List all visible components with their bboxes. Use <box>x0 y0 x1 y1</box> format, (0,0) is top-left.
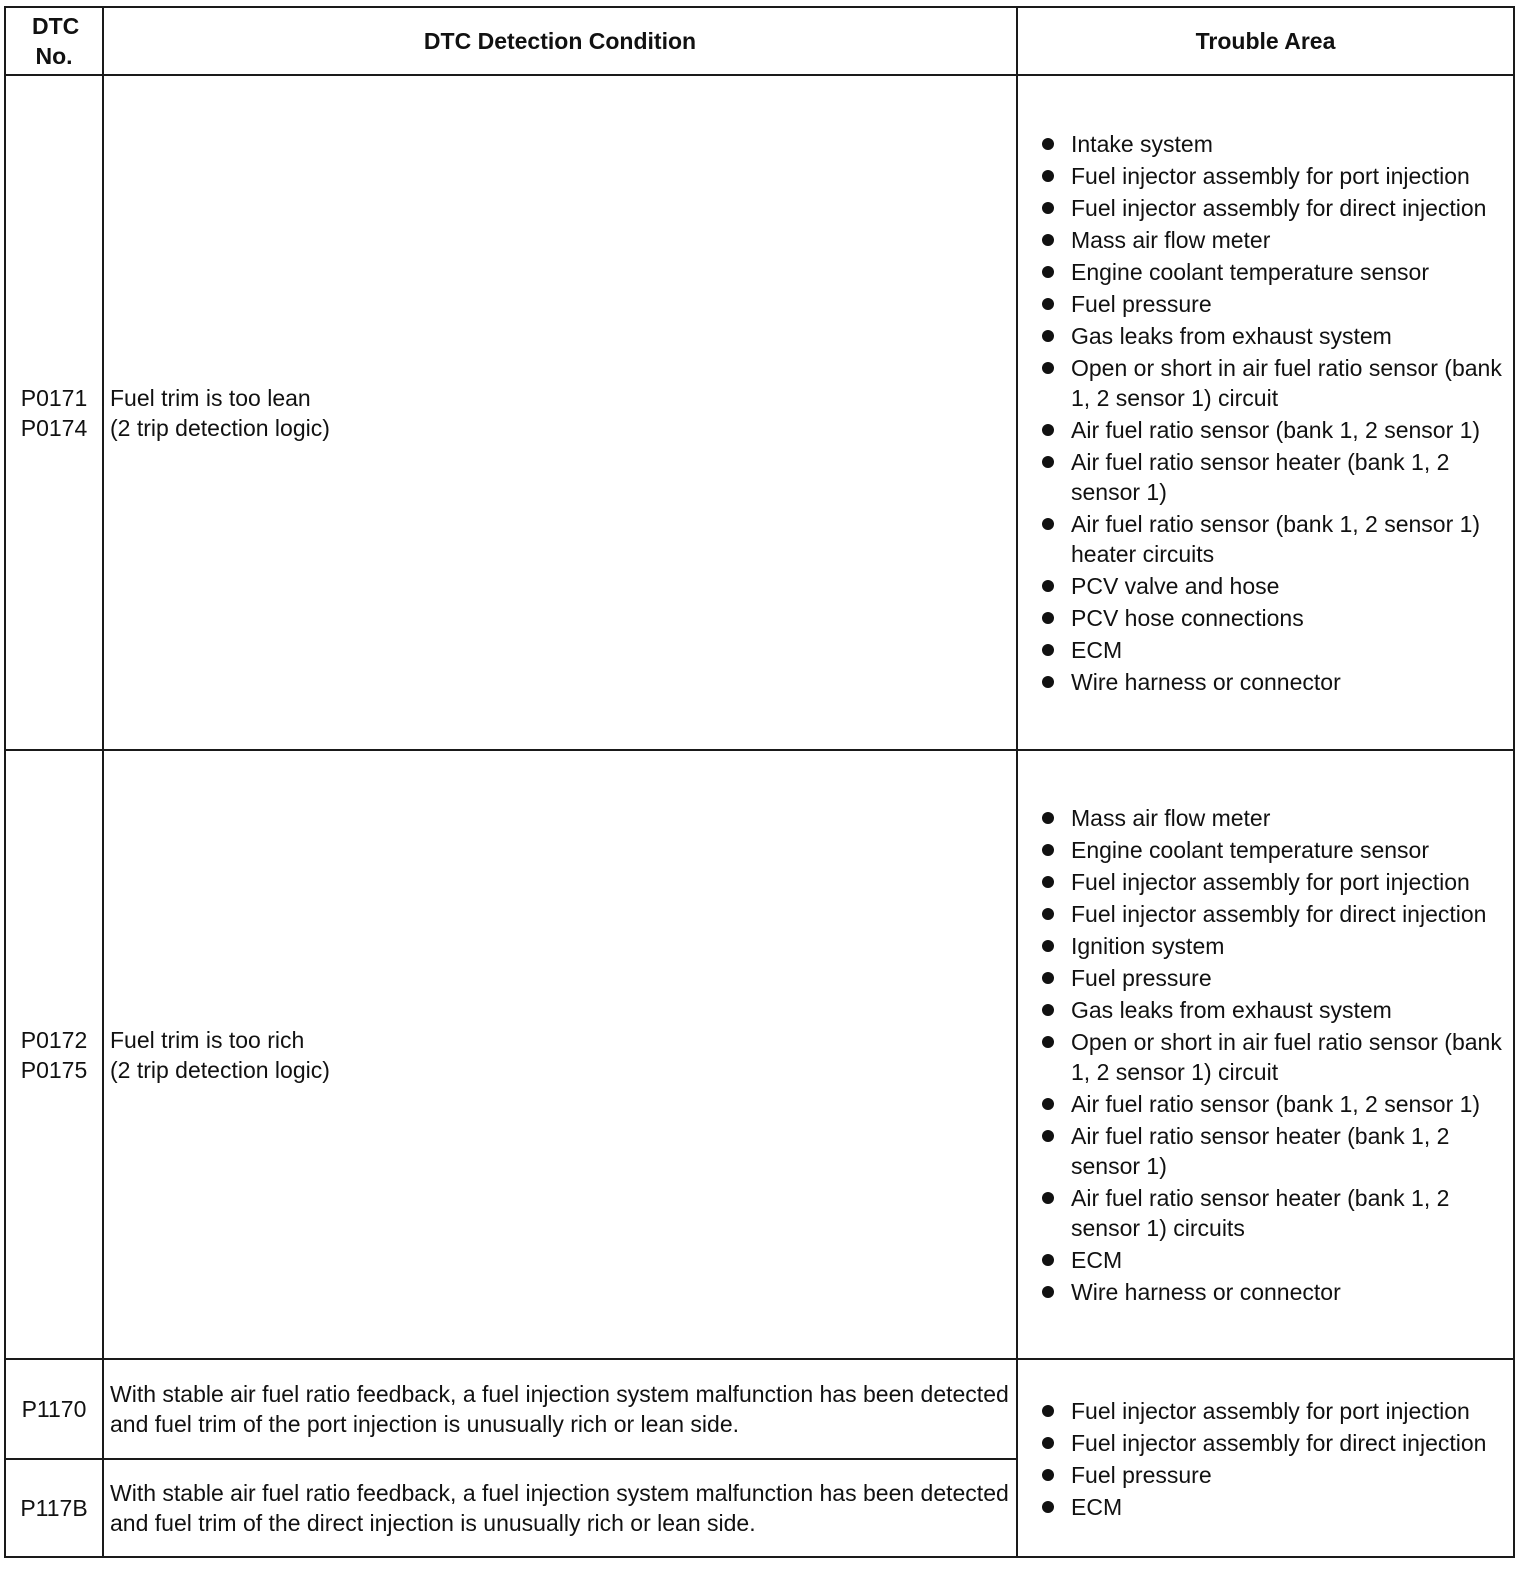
detection-condition-cell <box>103 750 1017 1359</box>
detection-condition-cell <box>103 75 1017 750</box>
list-item: Mass air flow meter <box>1040 225 1509 255</box>
detection-condition-cell <box>103 1359 1017 1459</box>
dtc-code: P1170 <box>21 1396 87 1422</box>
trouble-area-list <box>1040 129 1509 697</box>
list-item: Fuel injector assembly for direct injection <box>1040 1428 1509 1458</box>
list-item: Fuel pressure <box>1040 289 1509 319</box>
detection-condition-cell <box>103 1459 1017 1557</box>
dtc-code: P117B <box>20 1495 88 1521</box>
list-item: Engine coolant temperature sensor <box>1040 257 1509 287</box>
list-item: Gas leaks from exhaust system <box>1040 321 1509 351</box>
dtc-code: P0175 <box>20 1056 88 1083</box>
header-trouble-area: Trouble Area <box>1017 7 1514 75</box>
dtc-table <box>4 6 1515 1558</box>
trouble-area-list <box>1040 1396 1509 1522</box>
list-item: Fuel injector assembly for port injection <box>1040 1396 1509 1426</box>
dtc-code: P0174 <box>20 414 88 441</box>
list-item: Open or short in air fuel ratio sensor (bank 1, 2 sensor 1) circuit <box>1040 353 1509 413</box>
list-item: Wire harness or connector <box>1040 1277 1509 1307</box>
list-item: Air fuel ratio sensor heater (bank 1, 2 sensor 1) <box>1040 1121 1509 1181</box>
list-item: Fuel pressure <box>1040 1460 1509 1490</box>
trouble-area-cell <box>1017 750 1514 1359</box>
trouble-area-cell <box>1017 1359 1514 1557</box>
table-row <box>5 75 1514 750</box>
condition-text: Fuel trim is too rich <box>110 1026 305 1053</box>
list-item: Fuel pressure <box>1040 963 1509 993</box>
list-item: Engine coolant temperature sensor <box>1040 835 1509 865</box>
table-header-row <box>5 7 1514 75</box>
list-item: Air fuel ratio sensor (bank 1, 2 sensor 1) <box>1040 1089 1509 1119</box>
trouble-area-list <box>1040 803 1509 1307</box>
list-item: ECM <box>1040 1245 1509 1275</box>
dtc-code: P0171 <box>20 384 88 411</box>
list-item: Fuel injector assembly for port injection <box>1040 161 1509 191</box>
list-item: ECM <box>1040 1492 1509 1522</box>
list-item: Gas leaks from exhaust system <box>1040 995 1509 1025</box>
trouble-area-cell <box>1017 75 1514 750</box>
list-item: Air fuel ratio sensor heater (bank 1, 2 sensor 1) <box>1040 447 1509 507</box>
table-row <box>5 750 1514 1359</box>
dtc-code-cell <box>5 1359 103 1459</box>
list-item: Mass air flow meter <box>1040 803 1509 833</box>
condition-text: (2 trip detection logic) <box>110 414 330 441</box>
list-item: Fuel injector assembly for direct injection <box>1040 899 1509 929</box>
list-item: Air fuel ratio sensor heater (bank 1, 2 sensor 1) circuits <box>1040 1183 1509 1243</box>
list-item: Open or short in air fuel ratio sensor (bank 1, 2 sensor 1) circuit <box>1040 1027 1509 1087</box>
list-item: PCV hose connections <box>1040 603 1509 633</box>
list-item: ECM <box>1040 635 1509 665</box>
list-item: Wire harness or connector <box>1040 667 1509 697</box>
list-item: PCV valve and hose <box>1040 571 1509 601</box>
condition-text: (2 trip detection logic) <box>110 1056 330 1083</box>
header-dtc-no: DTC No. <box>5 7 103 75</box>
list-item: Fuel injector assembly for direct injection <box>1040 193 1509 223</box>
dtc-code-cell <box>5 1459 103 1557</box>
table-row <box>5 1359 1514 1459</box>
list-item: Fuel injector assembly for port injection <box>1040 867 1509 897</box>
dtc-code-cell <box>5 750 103 1359</box>
dtc-code-cell <box>5 75 103 750</box>
header-detection-condition: DTC Detection Condition <box>103 7 1017 75</box>
list-item: Ignition system <box>1040 931 1509 961</box>
dtc-code: P0172 <box>20 1026 88 1053</box>
condition-text: With stable air fuel ratio feedback, a fuel injection system malfunction has been detected and fuel trim of the direct injection is unusually rich or lean side. <box>110 1480 1009 1536</box>
condition-text: Fuel trim is too lean <box>110 384 311 411</box>
condition-text: With stable air fuel ratio feedback, a fuel injection system malfunction has been detected and fuel trim of the port injection is unusually rich or lean side. <box>110 1381 1009 1437</box>
list-item: Air fuel ratio sensor (bank 1, 2 sensor 1) <box>1040 415 1509 445</box>
list-item: Intake system <box>1040 129 1509 159</box>
list-item: Air fuel ratio sensor (bank 1, 2 sensor 1) heater circuits <box>1040 509 1509 569</box>
